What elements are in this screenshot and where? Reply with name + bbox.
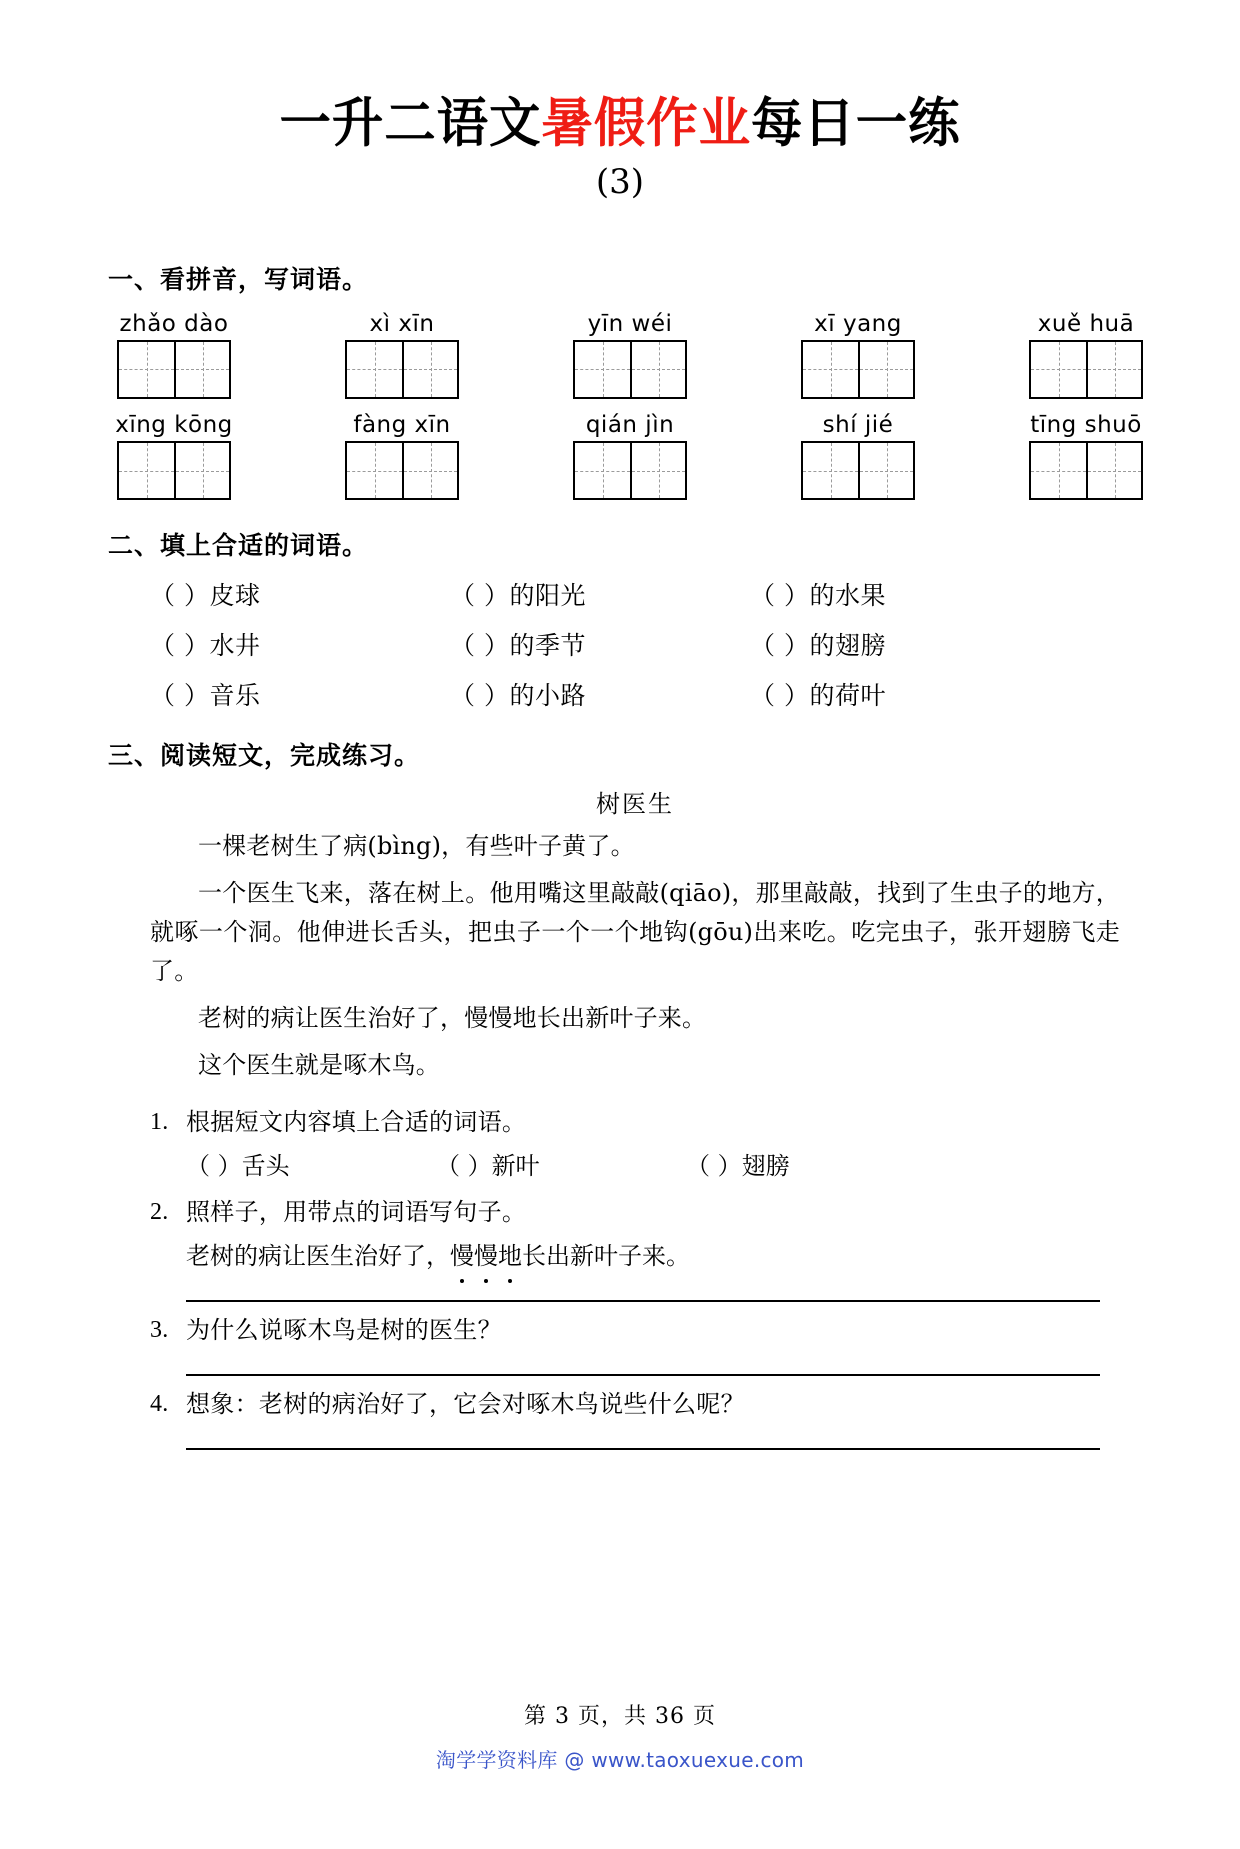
pinyin-item [536,312,724,399]
worksheet-page [0,92,1240,1849]
fill-blank-item[interactable]: （ ）的荷叶 [750,681,886,711]
watermark-text: 淘学学资料库 @ www.taoxuexue.com [435,1748,805,1772]
tianzige-grid[interactable] [573,340,687,399]
pinyin-row [80,413,1180,500]
emphasized-phrase [450,1238,522,1274]
pinyin-label: xīng kōng [115,411,233,438]
question-label: 为什么说啄木鸟是树的医生？ [186,1316,502,1345]
tianzige-grid[interactable] [801,340,915,399]
pinyin-item [992,413,1180,500]
questions-block [0,1104,1240,1450]
question-item [150,1312,1120,1376]
pinyin-row [80,312,1180,399]
title-suffix: 每日一练 [750,92,961,154]
pinyin-item [992,312,1180,399]
pinyin-item [764,413,952,500]
question-item [150,1104,1120,1184]
pinyin-label: zhǎo dào [119,310,229,337]
question-blank[interactable]: （ ）舌头 [186,1152,290,1181]
section-3-heading: 三、阅读短文，完成练习。 [108,741,421,771]
section-2-heading: 二、填上合适的词语。 [108,531,369,561]
fill-blank-item[interactable]: （ ）的水果 [750,581,886,611]
tianzige-cell[interactable] [174,443,229,498]
pinyin-label: xī yang [814,310,902,337]
question-number: 1. [150,1109,169,1136]
tianzige-cell[interactable] [174,342,229,397]
tianzige-grid[interactable] [345,441,459,500]
example-sentence [186,1238,690,1274]
page-number: 第 3 页，共 36 页 [524,1704,716,1729]
question-number: 3. [150,1317,169,1344]
tianzige-cell[interactable] [858,342,913,397]
fill-blank-item[interactable]: （ ）音乐 [150,681,261,711]
tianzige-grid[interactable] [1029,340,1143,399]
emphasized-text: 慢慢地 [450,1242,522,1271]
passage-paragraph: 这个医生就是啄木鸟。 [198,1050,440,1079]
tianzige-cell[interactable] [1031,443,1086,498]
section-1-heading: 一、看拼音，写词语。 [108,264,369,294]
question-label: 想象：老树的病治好了，它会对啄木鸟说些什么呢？ [186,1390,745,1419]
pinyin-label: xuě huā [1037,310,1135,337]
tianzige-cell[interactable] [803,443,858,498]
tianzige-cell[interactable] [630,342,685,397]
answer-line[interactable] [186,1448,1100,1450]
question-blank[interactable]: （ ）翅膀 [686,1152,790,1181]
question-number: 2. [150,1199,169,1226]
emphasis-dots-icon [450,1279,522,1283]
pinyin-label: qián jìn [585,411,675,438]
tianzige-cell[interactable] [402,443,457,498]
pinyin-label: yīn wéi [587,310,673,337]
question-text-row [150,1194,1120,1230]
question-item [150,1386,1120,1450]
pinyin-item [308,413,496,500]
question-blanks-row [186,1148,1120,1184]
passage-paragraph: 老树的病让医生治好了，慢慢地长出新叶子来。 [198,1003,707,1032]
tianzige-cell[interactable] [402,342,457,397]
fill-blank-item[interactable]: （ ）皮球 [150,581,261,611]
question-blank[interactable]: （ ）新叶 [436,1152,540,1181]
question-label: 根据短文内容填上合适的词语。 [186,1108,527,1137]
tianzige-grid[interactable] [1029,441,1143,500]
fill-blank-item[interactable]: （ ）的季节 [450,631,586,661]
pinyin-label: tīng shuō [1030,411,1142,438]
fill-row [150,626,1240,662]
tianzige-grid[interactable] [117,441,231,500]
tianzige-cell[interactable] [347,342,402,397]
question-item [150,1194,1120,1302]
fill-blank-item[interactable]: （ ）水井 [150,631,261,661]
fill-in-words-block [0,576,1240,712]
question-text-row [150,1312,1120,1348]
tianzige-cell[interactable] [1086,443,1141,498]
answer-line[interactable] [186,1374,1100,1376]
fill-row [150,576,1240,612]
pinyin-item [764,312,952,399]
tianzige-cell[interactable] [575,443,630,498]
tianzige-cell[interactable] [119,443,174,498]
pinyin-item [80,312,268,399]
tianzige-cell[interactable] [119,342,174,397]
tianzige-cell[interactable] [803,342,858,397]
question-label: 照样子，用带点的词语写句子。 [186,1198,527,1227]
tianzige-cell[interactable] [858,443,913,498]
tianzige-cell[interactable] [1086,342,1141,397]
fill-blank-item[interactable]: （ ）的阳光 [450,581,586,611]
tianzige-cell[interactable] [1031,342,1086,397]
tianzige-cell[interactable] [630,443,685,498]
fill-blank-item[interactable]: （ ）的翅膀 [750,631,886,661]
pinyin-item [536,413,724,500]
title-block [0,92,1240,202]
example-prefix: 老树的病让医生治好了， [186,1242,450,1271]
tianzige-grid[interactable] [573,441,687,500]
pinyin-label: shí jié [822,411,894,438]
page-title [19,92,1222,154]
answer-line[interactable] [186,1300,1100,1302]
fill-blank-item[interactable]: （ ）的小路 [450,681,586,711]
title-subtitle: (3) [595,161,645,202]
passage-title: 树医生 [596,790,674,819]
question-text-row [150,1386,1120,1422]
reading-passage [0,784,1240,1084]
question-text-row [150,1104,1120,1140]
pinyin-label: fàng xīn [353,411,451,438]
passage-paragraph: 一个医生飞来，落在树上。他用嘴这里敲敲(qiāo)，那里敲敲，找到了生虫子的地方，就啄一个洞。他伸进长舌头，把虫子一个一个地钩(gōu)出来吃。吃完虫子，张开翅膀飞走了。 [150,879,1120,985]
tianzige-grid[interactable] [801,441,915,500]
tianzige-grid[interactable] [117,340,231,399]
tianzige-cell[interactable] [575,342,630,397]
tianzige-grid[interactable] [345,340,459,399]
question-number: 4. [150,1391,169,1418]
tianzige-cell[interactable] [347,443,402,498]
title-prefix: 一升二语文 [279,92,542,154]
title-highlight: 暑假作业 [541,92,751,154]
pinyin-item [308,312,496,399]
example-suffix: 长出新叶子来。 [522,1242,690,1271]
fill-row [150,676,1240,712]
pinyin-label: xì xīn [369,310,435,337]
passage-paragraph: 一棵老树生了病(bìng)，有些叶子黄了。 [198,832,635,861]
pinyin-item [80,413,268,500]
pinyin-writing-block [0,312,1240,501]
page-footer [0,1699,1240,1773]
